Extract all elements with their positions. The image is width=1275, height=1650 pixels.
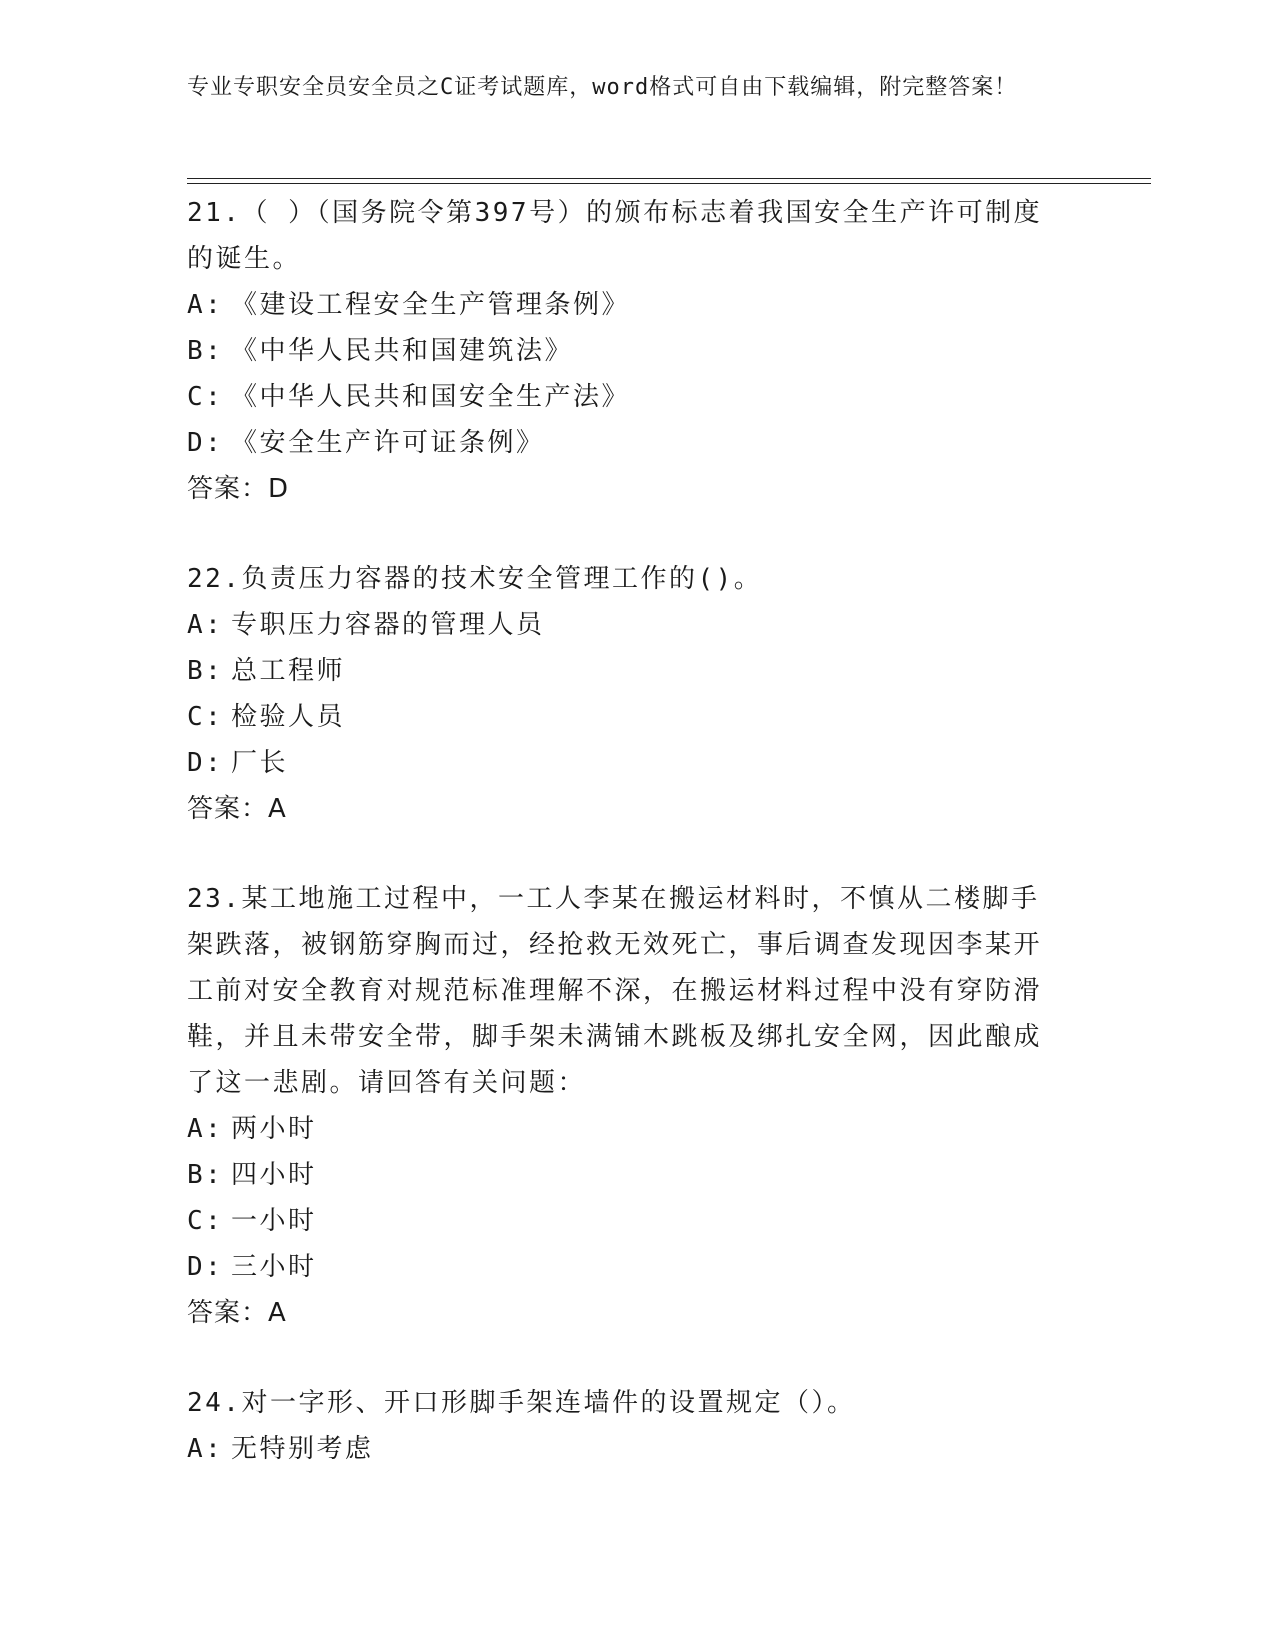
- header-divider-bottom: [187, 183, 1151, 184]
- option-text: 《建设工程安全生产管理条例》: [231, 290, 631, 320]
- option-c: [187, 694, 1067, 740]
- option-key: D:: [187, 1252, 224, 1282]
- answer-line: 答案：A: [187, 1298, 287, 1328]
- option-a: [187, 602, 1067, 648]
- option-d: [187, 740, 1067, 786]
- option-key: B:: [187, 336, 224, 366]
- option-b: [187, 328, 1067, 374]
- question-stem: 23.某工地施工过程中，一工人李某在搬运材料时，不慎从二楼脚手架跌落，被钢筋穿胸而过，经抢救无效死亡，事后调查发现因李某开工前对安全教育对规范标准理解不深，在搬运材料过程中没有穿防滑鞋，并且未带安全带，脚手架未满铺木跳板及绑扎安全网，因此酿成了这一悲剧。请回答有关问题：: [187, 884, 1043, 1098]
- question-stem: 22.负责压力容器的技术安全管理工作的()。: [187, 564, 763, 594]
- option-key: A:: [187, 1114, 224, 1144]
- option-text: 总工程师: [231, 656, 346, 686]
- option-a: [187, 1426, 1067, 1472]
- question-21: [187, 190, 1067, 512]
- option-key: D:: [187, 748, 224, 778]
- option-key: C:: [187, 702, 224, 732]
- option-key: A:: [187, 610, 224, 640]
- option-key: B:: [187, 1160, 224, 1190]
- option-text: 三小时: [231, 1252, 317, 1282]
- page-header: 专业专职安全员安全员之C证考试题库，word格式可自由下载编辑，附完整答案！: [187, 75, 1018, 100]
- option-text: 一小时: [231, 1206, 317, 1236]
- question-stem: 24.对一字形、开口形脚手架连墙件的设置规定（）。: [187, 1388, 856, 1418]
- option-text: 无特别考虑: [231, 1434, 374, 1464]
- option-text: 专职压力容器的管理人员: [231, 610, 545, 640]
- question-24: [187, 1380, 1067, 1472]
- option-text: 《中华人民共和国安全生产法》: [231, 382, 631, 412]
- option-c: [187, 374, 1067, 420]
- question-list: [187, 190, 1067, 1516]
- answer-line: 答案：A: [187, 794, 287, 824]
- option-text: 检验人员: [231, 702, 346, 732]
- question-23: [187, 876, 1067, 1336]
- option-key: C:: [187, 382, 224, 412]
- option-d: [187, 420, 1067, 466]
- option-b: [187, 1152, 1067, 1198]
- question-22: [187, 556, 1067, 832]
- option-c: [187, 1198, 1067, 1244]
- option-text: 厂长: [231, 748, 289, 778]
- option-a: [187, 282, 1067, 328]
- option-key: D:: [187, 428, 224, 458]
- answer-line: 答案：D: [187, 474, 290, 504]
- option-d: [187, 1244, 1067, 1290]
- option-key: B:: [187, 656, 224, 686]
- option-key: A:: [187, 290, 224, 320]
- option-a: [187, 1106, 1067, 1152]
- option-text: 两小时: [231, 1114, 317, 1144]
- option-b: [187, 648, 1067, 694]
- header-divider-top: [187, 178, 1151, 179]
- option-text: 《中华人民共和国建筑法》: [231, 336, 574, 366]
- question-stem: 21.（ ）（国务院令第397号）的颁布标志着我国安全生产许可制度的诞生。: [187, 198, 1043, 274]
- option-text: 《安全生产许可证条例》: [231, 428, 545, 458]
- option-text: 四小时: [231, 1160, 317, 1190]
- option-key: A:: [187, 1434, 224, 1464]
- option-key: C:: [187, 1206, 224, 1236]
